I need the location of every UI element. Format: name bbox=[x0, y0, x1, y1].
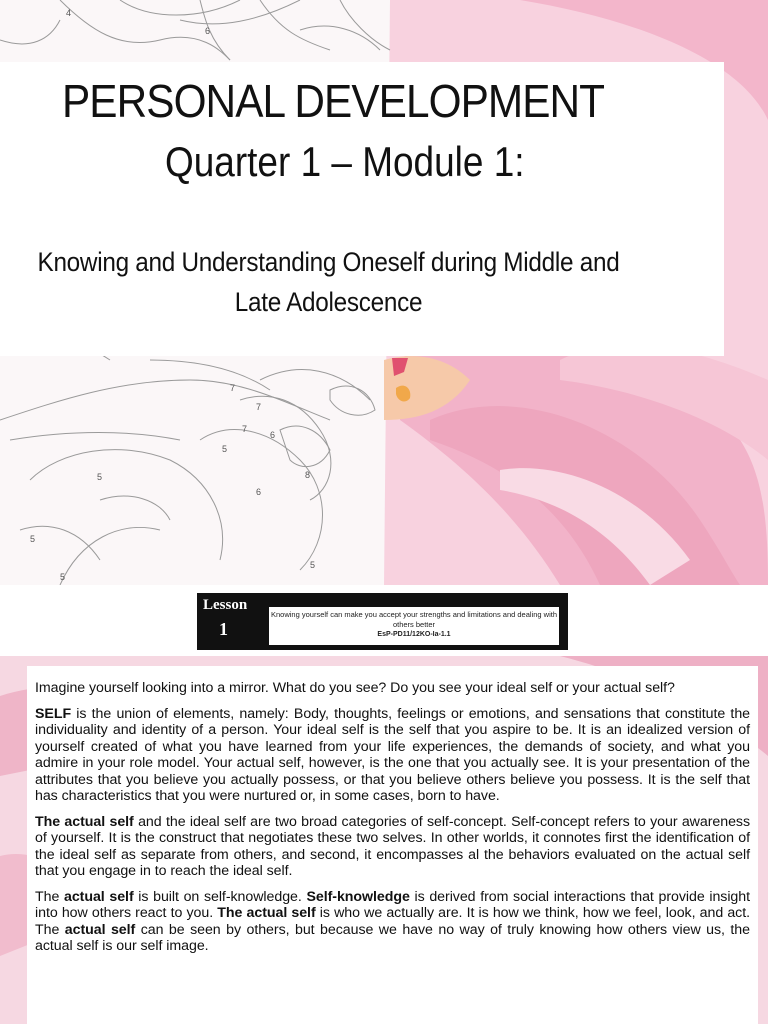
svg-text:7: 7 bbox=[230, 383, 236, 393]
svg-text:6: 6 bbox=[270, 430, 276, 440]
svg-text:5: 5 bbox=[60, 572, 66, 582]
module-title: PERSONAL DEVELOPMENT bbox=[62, 75, 605, 127]
lesson-description: Knowing yourself can make you accept your strengths and limitations and dealing with others better bbox=[271, 610, 557, 629]
svg-text:5: 5 bbox=[310, 560, 316, 570]
svg-text:5: 5 bbox=[97, 472, 103, 482]
svg-text:7: 7 bbox=[242, 424, 248, 434]
title-panel bbox=[0, 62, 724, 356]
paragraph-self-knowledge: The actual self is built on self-knowledge. Self-knowledge is derived from social interactions that provide insight into how others react to you. The actual self is who we actually are. It is how we think, how we feel, look, and act. The actual self can be seen by others, but because we have no way of truly knowing how others view us, the actual self is our self image. bbox=[35, 888, 751, 954]
svg-text:6: 6 bbox=[256, 487, 262, 497]
svg-text:7: 7 bbox=[256, 402, 262, 412]
module-subtitle: Quarter 1 – Module 1: bbox=[165, 138, 525, 185]
svg-text:5: 5 bbox=[30, 534, 36, 544]
module-topic: Knowing and Understanding Oneself during Middle and Late Adolescence bbox=[37, 247, 620, 317]
svg-text:4: 4 bbox=[66, 8, 72, 18]
lesson-banner bbox=[197, 593, 568, 650]
lesson-number: 1 bbox=[219, 619, 228, 639]
lesson-content bbox=[27, 666, 758, 1024]
svg-text:5: 5 bbox=[222, 444, 228, 454]
lesson-code: EsP-PD11/12KO-Ia-1.1 bbox=[377, 631, 451, 638]
lesson-objective-box bbox=[269, 607, 559, 645]
svg-text:8: 8 bbox=[305, 470, 311, 480]
paragraph-self: SELF is the union of elements, namely: Body, thoughts, feelings or emotions, and sensations that constitute the individuality and identity of a person. Your ideal self is the self that you aspire to be. It is an idealized version of yourself created of what you have learned from your life experiences, the demands of society, and what you admire in your role model. Your actual self, however, is the one that you actually see. It is your presentation of the attributes that you believe you actually possess, or that you believe others believe you possess. It is the self that has characteristics that you were nurtured or, in some cases, born to have. bbox=[35, 705, 750, 804]
lesson-label: Lesson bbox=[203, 597, 248, 613]
paragraph-actual-self: The actual self and the ideal self are two broad categories of self-concept. Self-concept refers to your awareness of yourself. It is the construct that negotiates these two selves. In other worlds, it connotes first the identification of the ideal self as separate from others, and second, it encompasses al the behaviors evaluated on the actual self that you engage in to reach the ideal self. bbox=[35, 813, 751, 879]
svg-text:6: 6 bbox=[205, 26, 211, 36]
paragraph-intro: Imagine yourself looking into a mirror. What do you see? Do you see your ideal self or your actual self? bbox=[35, 680, 675, 696]
